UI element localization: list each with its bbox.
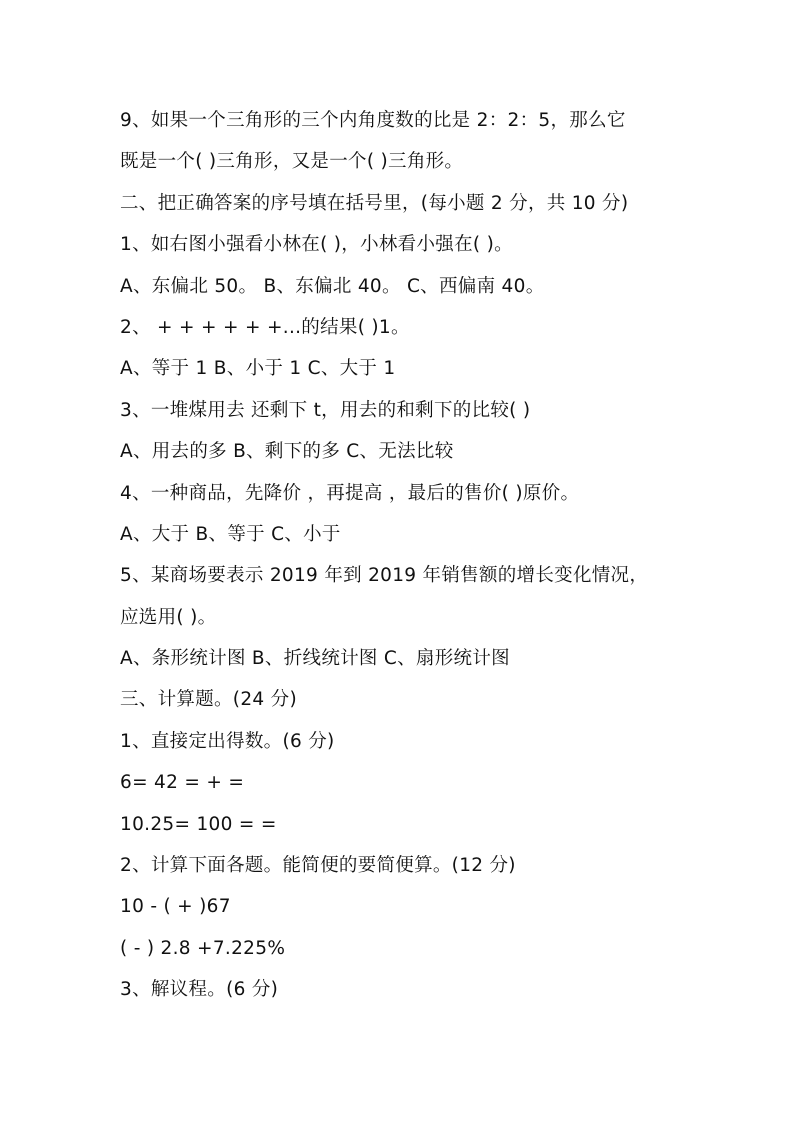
choice-question-4-options: A、大于 B、等于 C、小于	[120, 523, 341, 545]
choice-question-1-options: A、东偏北 50。 B、东偏北 40。 C、西偏南 40。	[120, 275, 545, 297]
choice-question-1: 1、如右图小强看小林在( )，小林看小强在( )。	[120, 234, 513, 256]
calc-part-3-heading: 3、解议程。(6 分)	[120, 979, 279, 1001]
question-9-line-2: 既是一个( )三角形，又是一个( )三角形。	[120, 151, 464, 173]
choice-question-2-options: A、等于 1 B、小于 1 C、大于 1	[120, 358, 396, 380]
choice-question-2: 2、 + + + + + +...的结果( )1。	[120, 316, 410, 338]
choice-question-5-line-1: 5、某商场要表示 2019 年到 2019 年销售额的增长变化情况，	[120, 565, 649, 587]
choice-question-3: 3、一堆煤用去 还剩下 t，用去的和剩下的比较( )	[120, 399, 531, 421]
calc-part-1-heading: 1、直接定出得数。(6 分)	[120, 730, 335, 752]
calc-part-2-row-1: 10 - ( + )67	[120, 896, 231, 918]
document-body	[120, 100, 720, 1011]
calc-part-1-row-2: 10.25= 100 = =	[120, 813, 277, 835]
choice-question-3-options: A、用去的多 B、剩下的多 C、无法比较	[120, 441, 454, 463]
choice-question-4: 4、一种商品，先降价 ，再提高 ，最后的售价( )原价。	[120, 482, 580, 504]
choice-question-5-line-2: 应选用( )。	[120, 606, 217, 628]
calc-part-1-row-1: 6= 42 = + =	[120, 772, 245, 794]
section-2-heading: 二、把正确答案的序号填在括号里，(每小题 2 分，共 10 分)	[120, 192, 629, 214]
section-3-heading: 三、计算题。(24 分)	[120, 689, 297, 711]
calc-part-2-heading: 2、计算下面各题。能简便的要简便算。(12 分)	[120, 855, 516, 877]
choice-question-5-options: A、条形统计图 B、折线统计图 C、扇形统计图	[120, 648, 510, 670]
question-9-line-1: 9、如果一个三角形的三个内角度数的比是 2：2：5，那么它	[120, 110, 626, 131]
calc-part-2-row-2: ( - ) 2.8 +7.225%	[120, 937, 286, 959]
